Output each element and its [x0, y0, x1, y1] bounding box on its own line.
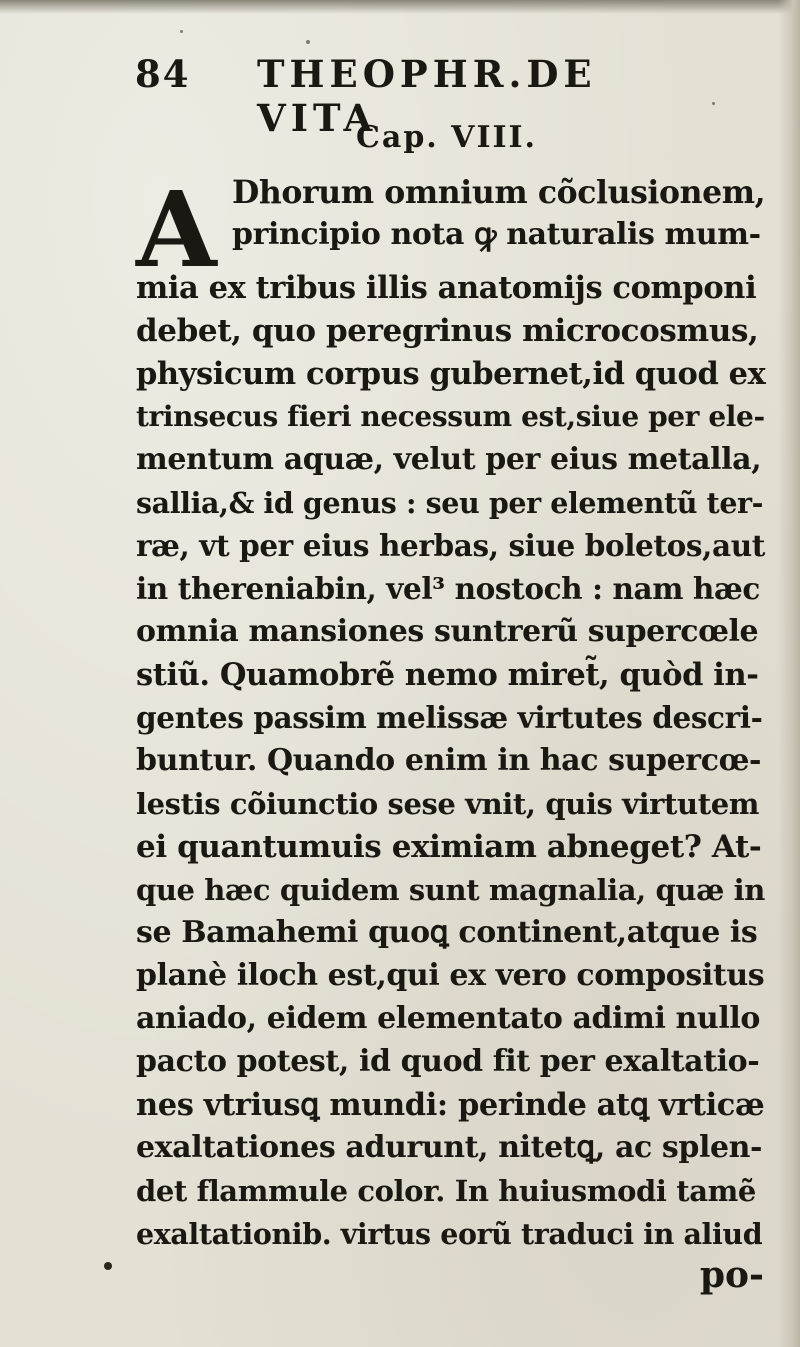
- text-line: debet, quo peregrinus microcosmus,: [136, 313, 759, 349]
- text-line: gentes passim melissæ virtutes descri-: [136, 700, 763, 735]
- text-line: physicum corpus gubernet,id quod ex: [136, 356, 766, 392]
- text-line: trinsecus fieri necessum est,siue per ele-: [136, 400, 765, 433]
- text-line: mia ex tribus illis anatomijs componi: [136, 270, 757, 306]
- running-head: THEOPHR.DE VITA: [257, 52, 597, 140]
- text-line: nes vtriusꝗ mundi: perinde atꝗ vrticæ: [136, 1087, 765, 1123]
- page-right-edge: [778, 0, 800, 1347]
- page-top-shadow: [0, 0, 800, 14]
- ink-speck: [712, 102, 715, 105]
- text-line: det flammule color. In huiusmodi tamẽ: [136, 1174, 756, 1208]
- text-line: ræ, vt per eius herbas, siue boletos,aut: [136, 528, 765, 563]
- ink-speck: [306, 40, 310, 44]
- page-number: 84: [135, 52, 191, 96]
- text-line: in thereniabin, vel³ nostoch : nam hæc: [136, 571, 760, 606]
- drop-cap-initial: A: [136, 168, 217, 291]
- text-line: se Bamahemi quoꝗ continent,atque is: [136, 915, 758, 950]
- text-line: planè iloch est,qui ex vero compositus: [136, 958, 765, 993]
- text-line: que hæc quidem sunt magnalia, quæ in: [136, 873, 765, 907]
- text-line: exaltationes adurunt, nitetꝗ, ac splen-: [136, 1130, 763, 1165]
- text-line: ei quantumuis eximiam abneget? At-: [136, 829, 762, 865]
- ink-speck: [104, 1262, 112, 1270]
- text-line: sallia,& id genus : seu per elementũ ter-: [136, 486, 764, 520]
- ink-speck: [180, 30, 183, 33]
- text-line: principio nota ꝙ naturalis mum-: [232, 217, 761, 252]
- text-line: aniado, eidem elementato adimi nullo: [136, 1001, 760, 1036]
- catchword: po-: [699, 1254, 764, 1296]
- text-line: omnia mansiones suntrerũ supercœle: [136, 614, 759, 649]
- chapter-heading: Cap. VIII.: [356, 120, 538, 155]
- text-line: exaltationib. virtus eorũ traduci in aliud: [136, 1217, 763, 1251]
- text-line: mentum aquæ, velut per eius metalla,: [136, 442, 762, 477]
- text-line: Dhorum omnium cõclusionem,: [232, 174, 766, 211]
- text-line: pacto potest, id quod fit per exaltatio-: [136, 1044, 760, 1079]
- text-line: stiũ. Quamobrẽ nemo miret̃, quòd in-: [136, 657, 759, 693]
- text-line: buntur. Quando enim in hac supercœ-: [136, 743, 762, 778]
- text-line: lestis cõiunctio sese vnit, quis virtutem: [136, 787, 760, 821]
